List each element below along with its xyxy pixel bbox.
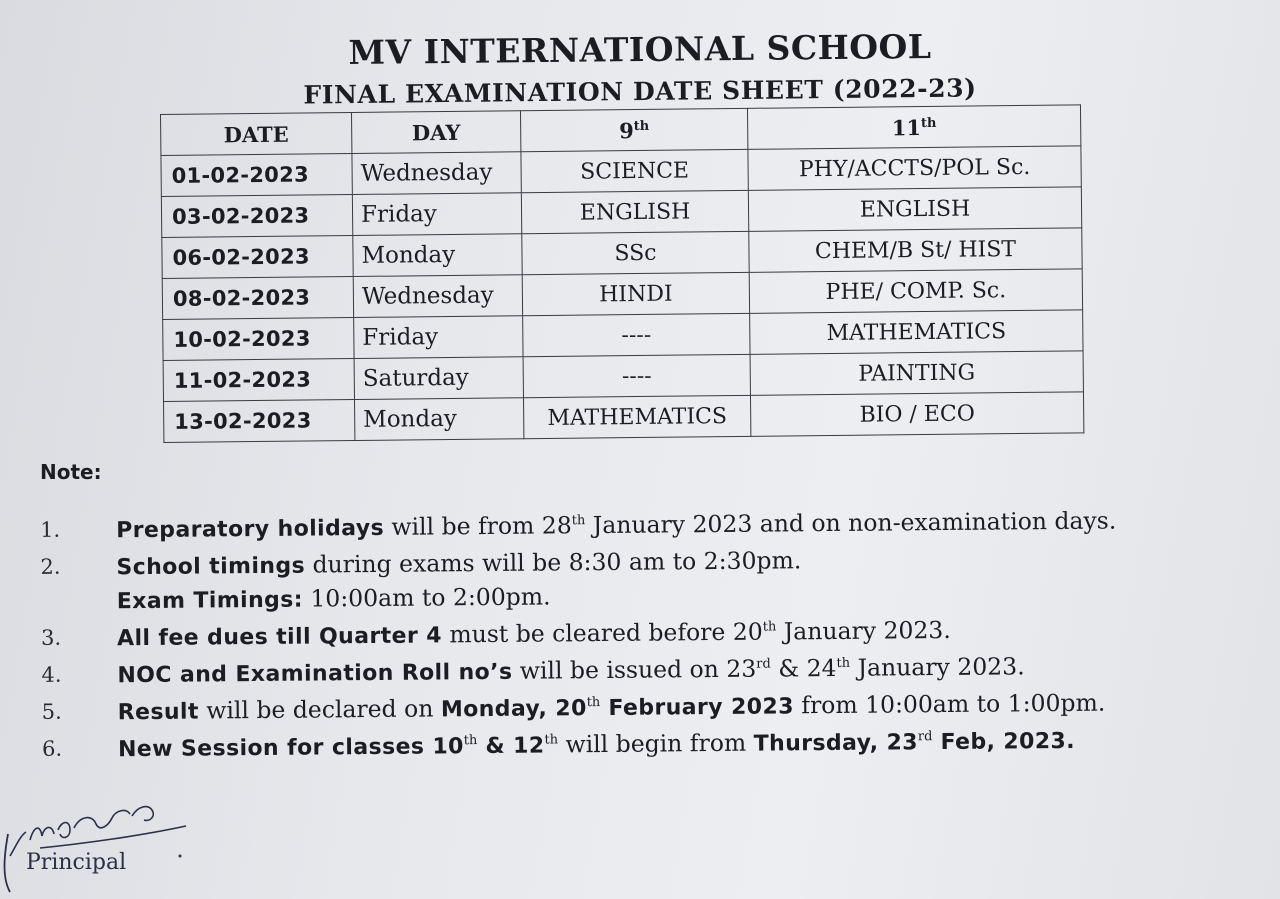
cell-class-11: PAINTING: [750, 351, 1083, 395]
note-number: 6.: [41, 736, 63, 761]
sheet-title: FINAL EXAMINATION DATE SHEET (2022-23): [303, 73, 977, 110]
cell-day: Wednesday: [353, 275, 522, 318]
header-class-11: 11th: [747, 105, 1080, 149]
note-text: New Session for classes 10th & 12th will begin from Thursday, 23rd Feb, 2023.: [117, 728, 1076, 763]
cell-class-9: ----: [523, 354, 750, 397]
cell-day: Monday: [353, 234, 522, 277]
cell-class-11: ENGLISH: [748, 187, 1081, 231]
cell-class-11: PHY/ACCTS/POL Sc.: [748, 146, 1081, 190]
exam-schedule-table: [160, 104, 1084, 443]
principal-signature: [0, 796, 220, 899]
cell-date: 10-02-2023: [163, 317, 354, 360]
note-number: 5.: [41, 699, 62, 724]
note-text: All fee dues till Quarter 4 must be cleared before 20th January 2023.: [116, 615, 951, 652]
cell-day: Wednesday: [352, 152, 521, 195]
cell-class-11: BIO / ECO: [750, 392, 1083, 436]
note-number: 2.: [40, 554, 61, 579]
note-text: NOC and Examination Roll no’s will be issued on 23rd & 24th January 2023.: [117, 652, 1025, 689]
cell-date: 08-02-2023: [162, 276, 353, 319]
note-number: 3.: [40, 625, 62, 650]
cell-class-9: SCIENCE: [521, 149, 748, 192]
note-text: School timings during exams will be 8:30 am to 2:30pm. Exam Timings: 10:00am to 2:00pm.: [116, 546, 802, 615]
note-number: 1.: [40, 517, 61, 542]
principal-label: Principal: [26, 850, 127, 875]
cell-class-9: SSc: [522, 231, 749, 274]
notes-list: [28, 503, 1260, 770]
cell-day: Friday: [352, 193, 521, 236]
cell-class-9: HINDI: [522, 272, 749, 315]
cell-class-11: MATHEMATICS: [750, 310, 1083, 354]
table-row: [164, 392, 1084, 443]
cell-day: Friday: [354, 316, 523, 359]
note-item: [28, 540, 1259, 619]
header-day: DAY: [351, 111, 520, 154]
cell-day: Saturday: [354, 357, 523, 400]
cell-date: 01-02-2023: [161, 153, 352, 196]
cell-class-9: MATHEMATICS: [523, 395, 750, 438]
cell-day: Monday: [355, 398, 524, 441]
exam-table-wrapper: [160, 104, 1084, 443]
cell-date: 06-02-2023: [162, 235, 353, 278]
note-text: Preparatory holidays will be from 28th January 2023 and on non-examination days.: [116, 506, 1117, 544]
note-heading: Note:: [40, 460, 102, 484]
note-number: 4.: [41, 662, 62, 687]
note-item: [30, 722, 1260, 767]
cell-date: 03-02-2023: [161, 194, 352, 237]
school-name: MV INTERNATIONAL SCHOOL: [348, 26, 932, 73]
header-date: DATE: [161, 112, 352, 155]
cell-class-11: PHE/ COMP. Sc.: [749, 269, 1082, 313]
note-text: Result will be declared on Monday, 20th February 2023 from 10:00am to 1:00pm.: [117, 688, 1106, 726]
cell-date: 13-02-2023: [164, 399, 355, 442]
cell-class-11: CHEM/B St/ HIST: [749, 228, 1082, 272]
cell-class-9: ENGLISH: [521, 190, 748, 233]
cell-date: 11-02-2023: [163, 358, 354, 401]
header-class-9: 9th: [520, 108, 747, 151]
cell-class-9: ----: [523, 313, 750, 356]
